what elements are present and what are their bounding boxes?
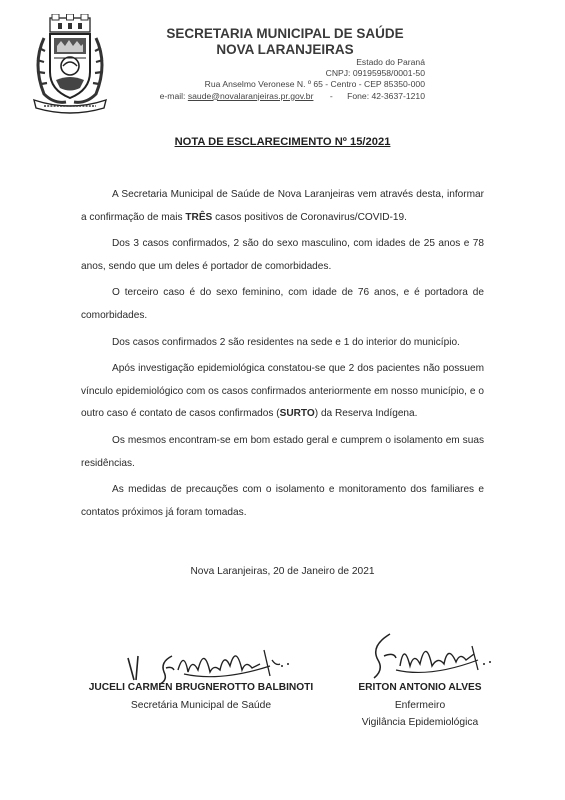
city-name: NOVA LARANJEIRAS [216, 42, 354, 57]
letterhead-details [120, 57, 425, 102]
contact-line: e-mail: saude@novalaranjeiras.pr.gov.br - Fone: 42-3637-1210 [159, 90, 425, 101]
cnpj-line: CNPJ: 09195958/0001-50 [325, 68, 425, 79]
state-line: Estado do Paraná [356, 57, 425, 67]
paragraph-6: Os mesmos encontram-se em bom estado geral e cumprem o isolamento em suas residências. [81, 434, 484, 469]
signature-right-role-1: Enfermeiro [394, 700, 446, 711]
signature-left-role: Secretária Municipal de Saúde [130, 700, 272, 711]
email-link[interactable]: saude@novalaranjeiras.pr.gov.br [187, 90, 314, 101]
paragraph-1: A Secretaria Municipal de Saúde de Nova Laranjeiras vem através desta, informar a confirmação de mais TRÊS casos positivos de Coronavirus/COVID-19. [81, 189, 484, 223]
signature-right-role-2: Vigilância Epidemiológica [361, 717, 479, 728]
paragraph-3: O terceiro caso é do sexo feminino, com idade de 76 anos, e é portadora de comorbidades. [81, 287, 484, 321]
signature-left-name: JUCELI CARMEN BRUGNEROTTO BALBINOTI [88, 682, 314, 693]
document-title: NOTA DE ESCLARECIMENTO Nº 15/2021 [174, 136, 391, 148]
place-date: Nova Laranjeiras, 20 de Janeiro de 2021 [190, 566, 375, 577]
signature-right-icon [360, 626, 500, 690]
paragraph-2: Dos 3 casos confirmados, 2 são do sexo masculino, com idades de 25 anos e 78 anos, sendo que um deles é portador de comorbidades. [81, 238, 484, 272]
coat-of-arms-icon [30, 14, 110, 114]
paragraph-4: Dos casos confirmados 2 são residentes na sede e 1 do interior do município. [112, 336, 460, 348]
email-label: e-mail: [159, 90, 186, 101]
address-line: Rua Anselmo Veronese N. º 65 - Centro - CEP 85350-000 [204, 79, 425, 90]
document-body [81, 184, 484, 528]
org-name: SECRETARIA MUNICIPAL DE SAÚDE [166, 26, 404, 41]
letterhead-title [150, 26, 420, 58]
phone-line: Fone: 42-3637-1210 [347, 90, 425, 101]
signature-right-name: ERITON ANTONIO ALVES [358, 682, 482, 693]
paragraph-5: Após investigação epidemiológica constatou-se que 2 dos pacientes não possuem vínculo epidemiológico com os casos confirmados anteriormente em nosso município, e o outro caso é contato de casos confirmados (SURTO) da Reserva Indígena. [81, 363, 484, 420]
signature-right-role [330, 697, 510, 731]
paragraph-7: As medidas de precauções com o isolamento e monitoramento dos familiares e contatos próximos já foram tomadas. [81, 484, 484, 518]
